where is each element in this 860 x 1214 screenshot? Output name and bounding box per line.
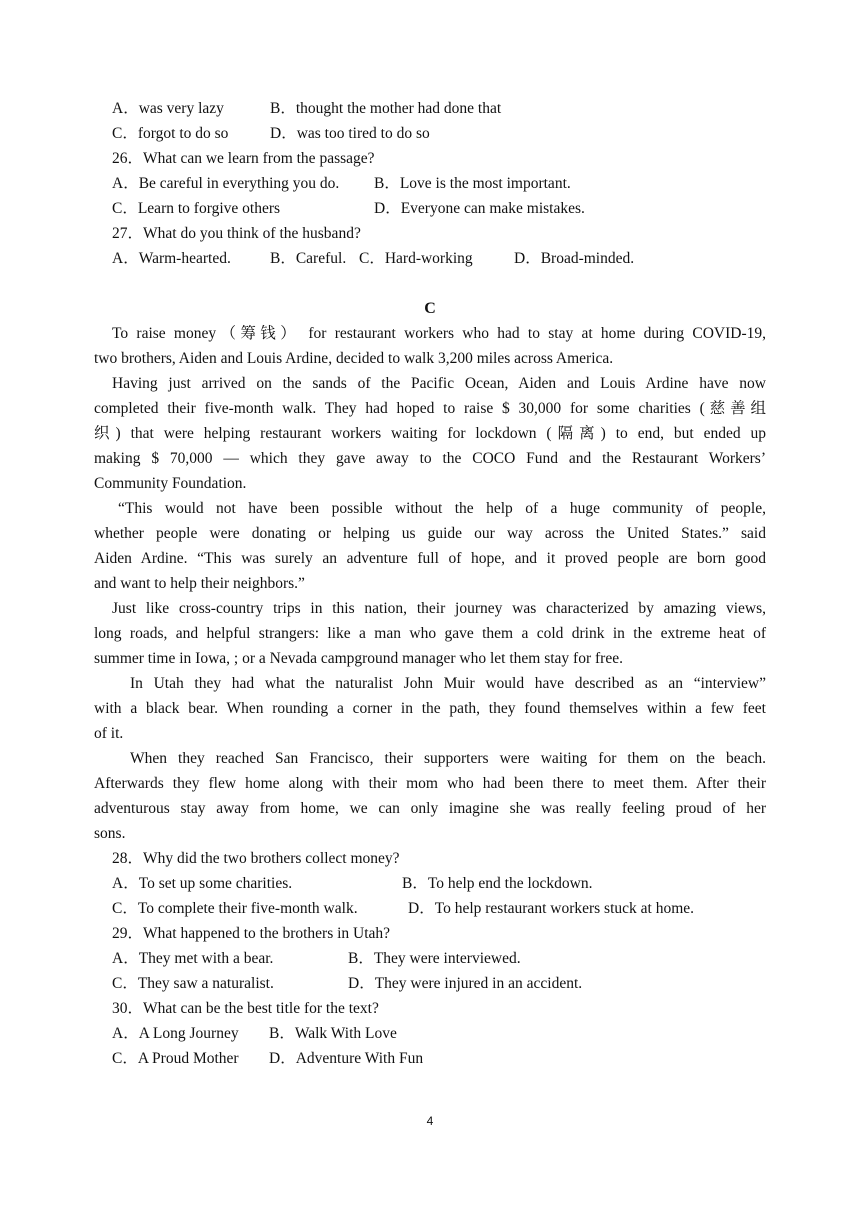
passage-line: When they reached San Francisco, their supporters were waiting for them on the beach. [130, 750, 766, 767]
q30-option-d: D．Adventure With Fun [269, 1050, 424, 1067]
passage-line: with a black bear. When rounding a corner in the path, they found themselves within a few feet [94, 700, 766, 717]
q30-option-b: B．Walk With Love [269, 1025, 397, 1042]
passage-line: To raise money（筹钱） for restaurant workers who had to stay at home during COVID-19, [112, 325, 766, 342]
passage-line: making $ 70,000 — which they gave away to the COCO Fund and the Restaurant Workers’ [94, 450, 766, 467]
passage-line: and want to help their neighbors.” [94, 575, 305, 592]
q26-stem: 26．What can we learn from the passage? [112, 150, 375, 167]
q28-stem: 28．Why did the two brothers collect money? [112, 850, 400, 867]
q27-option-a: A．Warm-hearted. [112, 250, 231, 267]
q29-option-b: B．They were interviewed. [348, 950, 521, 967]
passage-line: Just like cross-country trips in this nation, their journey was characterized by amazing views, [112, 600, 766, 617]
q28-option-c: C．To complete their five-month walk. [112, 900, 358, 917]
passage-line: two brothers, Aiden and Louis Ardine, decided to walk 3,200 miles across America. [94, 350, 614, 367]
q29-stem: 29．What happened to the brothers in Utah? [112, 925, 391, 942]
q28-option-b: B．To help end the lockdown. [402, 875, 593, 892]
q25-option-a: A．was very lazy [112, 100, 224, 117]
q30-option-a: A．A Long Journey [112, 1025, 239, 1042]
q30-stem: 30．What can be the best title for the text? [112, 1000, 379, 1017]
q26-option-b: B．Love is the most important. [374, 175, 571, 192]
passage-line: summer time in Iowa, ; or a Nevada campground manager who let them stay for free. [94, 650, 623, 667]
q27-option-c: C．Hard-working [359, 250, 473, 267]
q28-option-a: A．To set up some charities. [112, 875, 293, 892]
q29-option-a: A．They met with a bear. [112, 950, 274, 967]
q30-option-c: C．A Proud Mother [112, 1050, 239, 1067]
q26-option-a: A．Be careful in everything you do. [112, 175, 340, 192]
q27-stem: 27．What do you think of the husband? [112, 225, 361, 242]
passage-line: of it. [94, 725, 124, 742]
passage-line: sons. [94, 825, 126, 842]
q25-option-d: D．was too tired to do so [270, 125, 430, 142]
passage-line: In Utah they had what the naturalist John Muir would have described as an “interview” [130, 675, 766, 692]
passage-line: Community Foundation. [94, 475, 247, 492]
passage-line: long roads, and helpful strangers: like a man who gave them a cold drink in the extreme heat of [94, 625, 766, 642]
q26-option-d: D．Everyone can make mistakes. [374, 200, 585, 217]
section-title: C [424, 300, 436, 317]
q29-option-d: D．They were injured in an accident. [348, 975, 583, 992]
passage-line: adventurous stay away from home, we can only imagine she was really feeling proud of her [94, 800, 766, 817]
q25-option-c: C．forgot to do so [112, 125, 229, 142]
passage-line: Having just arrived on the sands of the Pacific Ocean, Aiden and Louis Ardine have now [112, 375, 766, 392]
passage-line: Afterwards they flew home along with their mom who had been there to meet them. After their [94, 775, 766, 792]
passage-line: completed their five-month walk. They had hoped to raise $ 30,000 for some charities (慈善组 [94, 400, 766, 417]
passage-line: 织) that were helping restaurant workers waiting for lockdown (隔离) to end, but ended up [94, 425, 766, 442]
q27-option-d: D．Broad-minded. [514, 250, 635, 267]
q29-option-c: C．They saw a naturalist. [112, 975, 274, 992]
passage-line: “This would not have been possible without the help of a huge community of people, [118, 500, 766, 517]
q26-option-c: C．Learn to forgive others [112, 200, 281, 217]
page-number: 4 [426, 1114, 434, 1128]
q28-option-d: D．To help restaurant workers stuck at home. [408, 900, 695, 917]
q27-option-b: B．Careful. [270, 250, 347, 267]
passage-line: whether people were donating or helping us guide our way across the United States.” said [94, 525, 766, 542]
q25-option-b: B．thought the mother had done that [270, 100, 502, 117]
passage-line: Aiden Ardine. “This was surely an adventure full of hope, and it proved people are born good [94, 550, 766, 567]
